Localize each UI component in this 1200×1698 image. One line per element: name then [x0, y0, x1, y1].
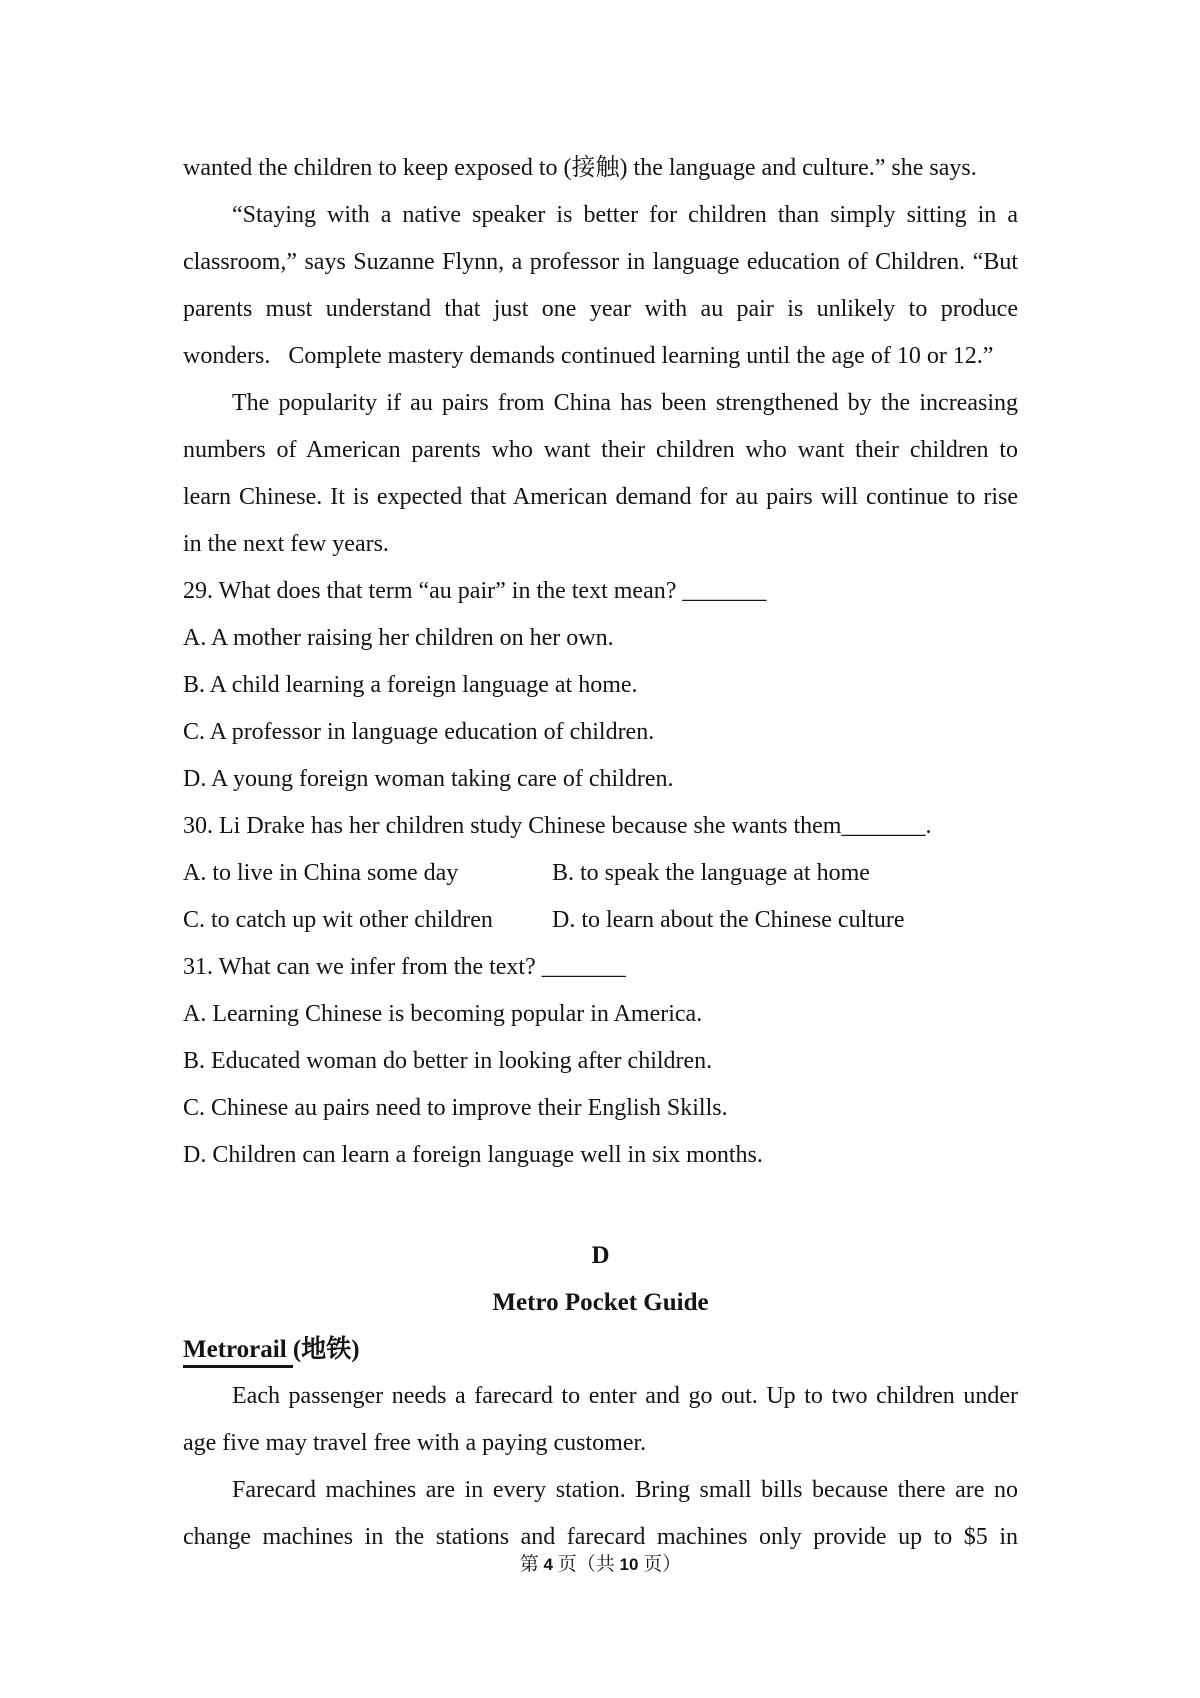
question-30-option-b: B. to speak the language at home [552, 860, 870, 886]
section-spacer [183, 1179, 1018, 1232]
section-d-label: D [591, 1242, 610, 1269]
question-31-option-d: D. Children can learn a foreign language well in six months. [183, 1142, 763, 1168]
passage-line: numbers of American parents who want their children who want their children to [183, 437, 1018, 463]
passage-line: age five may travel free with a paying customer. [183, 1430, 647, 1456]
question-30-option-c: C. to catch up wit other children [183, 907, 493, 933]
passage-line: Each passenger needs a farecard to enter and go out. Up to two children under [232, 1383, 1018, 1409]
passage-line: wanted the children to keep exposed to (接触) the language and culture.” she says. [183, 155, 977, 181]
footer-text: 页） [638, 1554, 682, 1575]
passage-line: classroom,” says Suzanne Flynn, a professor in language education of Children. “But [183, 249, 1018, 275]
footer-total-pages: 10 [619, 1555, 639, 1574]
passage-line: The popularity if au pairs from China has been strengthened by the increasing [232, 390, 1018, 416]
question-29-option-b: B. A child learning a foreign language at home. [183, 672, 638, 698]
section-d-title: Metro Pocket Guide [492, 1289, 709, 1316]
passage-line: “Staying with a native speaker is better for children than simply sitting in a [232, 202, 1018, 228]
footer-text: 页（共 [553, 1554, 620, 1575]
document-body [183, 145, 1018, 1561]
passage-line: parents must understand that just one year with au pair is unlikely to produce [183, 296, 1018, 322]
passage-line: wonders. Complete mastery demands continued learning until the age of 10 or 12.” [183, 343, 994, 369]
metrorail-underlined-text: Metrorail [183, 1336, 293, 1368]
question-29-option-d: D. A young foreign woman taking care of children. [183, 766, 674, 792]
passage-line: in the next few years. [183, 531, 389, 557]
footer-page-number: 4 [543, 1555, 554, 1574]
metrorail-chinese-label: (地铁) [292, 1336, 360, 1363]
question-29-stem: 29. What does that term “au pair” in the text mean? _______ [183, 578, 767, 604]
question-30-stem: 30. Li Drake has her children study Chinese because she wants them_______. [183, 813, 932, 839]
question-31-option-b: B. Educated woman do better in looking after children. [183, 1048, 713, 1074]
question-30-option-a: A. to live in China some day [183, 860, 459, 886]
question-31-stem: 31. What can we infer from the text? _______ [183, 954, 626, 980]
passage-line: change machines in the stations and farecard machines only provide up to $5 in [183, 1524, 1018, 1550]
passage-line: learn Chinese. It is expected that American demand for au pairs will continue to rise [183, 484, 1018, 510]
passage-line: Farecard machines are in every station. Bring small bills because there are no [232, 1477, 1018, 1503]
question-29-option-c: C. A professor in language education of children. [183, 719, 655, 745]
question-30-option-row [183, 850, 1018, 897]
question-30-option-d: D. to learn about the Chinese culture [552, 907, 905, 933]
question-31-option-a: A. Learning Chinese is becoming popular in America. [183, 1001, 703, 1027]
page-footer [183, 1551, 1018, 1578]
footer-text: 第 [519, 1554, 544, 1575]
question-31-option-c: C. Chinese au pairs need to improve their English Skills. [183, 1095, 728, 1121]
question-30-option-row [183, 897, 1018, 944]
question-29-option-a: A. A mother raising her children on her own. [183, 625, 614, 651]
metrorail-heading [183, 1326, 1018, 1373]
